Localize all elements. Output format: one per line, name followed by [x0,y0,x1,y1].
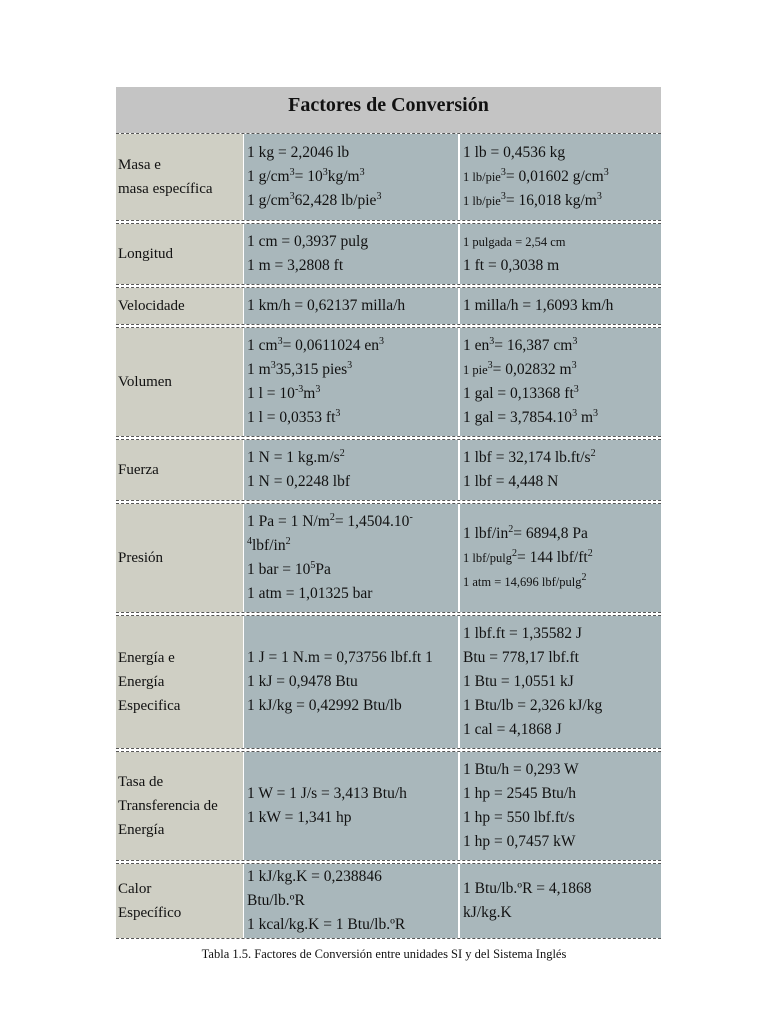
conversion-line: 1 lbf/$in^2= 6894,8$ Pa [463,523,588,542]
table-caption: Tabla 1.5. Factores de Conversión entre unidades SI y del Sistema Inglés [201,947,567,961]
conversion-line: 1 $g/cm^3= 10^3kg/m^3$ [247,166,365,185]
table-row [116,751,661,861]
conversion-line: 1 W = 1 J/s = 3,413 Btu/h [247,785,407,802]
conversion-line: 1 $m^335,315$ pies$^3$ [247,359,353,378]
conversion-line: 1 gal = $3,7854.10^3$ $m^3$ [463,407,598,426]
row-label-line: Tasa de [118,774,164,790]
conversion-line: 1 cal = 4,1868 J [463,721,562,738]
conversion-line: 1 gal = 0,13368 $ft^3$ [463,383,579,402]
conversion-line: 1 N = 1 $kg.m/s^2$ [247,447,345,466]
row-label [116,288,244,324]
conversion-line: 1 $en^3= 16,387$ $cm^3$ [463,335,578,354]
si-cell [244,288,460,324]
table-row [116,223,661,285]
conversion-line: 1 $l = 10^{-3}m^3$ [247,383,321,402]
english-cell [460,440,661,500]
si-cell [244,864,460,938]
conversion-line: 1 ft = 0,3038 m [463,257,560,274]
row-label [116,328,244,436]
conversion-line: Btu/lb.ºR [247,892,305,909]
conversion-line: 1 bar = $10^5Pa$ [247,559,331,578]
conversion-line: 1 lb = 0,4536 kg [463,144,566,161]
row-label-line: Energía [118,822,165,838]
row-label-line: Presión [118,550,163,566]
row-label-line: Masa e [118,157,161,173]
conversion-line: 1 atm = 1,01325 bar [247,585,373,602]
si-cell [244,224,460,284]
conversion-line: 1 $cm^3= 0,0611024$ $en^3$ [247,335,384,354]
conversion-line: 1 Btu/h = 0,293 W [463,761,579,778]
conversion-line: 1 kg = 2,2046 lb [247,144,350,161]
conversion-line: 1 m = 3,2808 ft [247,257,344,274]
conversion-line: 1 hp = 2545 Btu/h [463,785,576,802]
conversion-line: 1 pie$^3$= 0,02832 $m^3$ [463,359,577,378]
si-cell [244,616,460,748]
si-cell [244,504,460,612]
conversion-line: 1 Btu/lb = 2,326 kJ/kg [463,697,603,714]
conversion-line: 1 Btu = 1,0551 kJ [463,673,574,690]
conversion-table [116,87,661,939]
english-cell [460,864,661,938]
row-label-line: masa específica [118,181,213,197]
conversion-line: 1 lbf = 4,448 N [463,473,559,490]
conversion-line: 1 lb/pie$^3$= 0,01602 $g/cm^3$ [463,166,609,185]
row-label-line: Energía e [118,650,175,666]
conversion-line: 1 lbf.ft = 1,35582 J [463,625,582,642]
english-cell [460,224,661,284]
conversion-line: 1 hp = 550 lbf.ft/s [463,809,575,826]
conversion-line: 1 kJ/kg.K = 0,238846 [247,868,382,885]
table-title: Factores de Conversión [116,87,661,133]
table-row [116,863,661,939]
row-label [116,504,244,612]
table-body [116,133,661,939]
row-label-line: Especifica [118,698,181,714]
si-cell [244,328,460,436]
si-cell [244,134,460,220]
row-label-line: Energía [118,674,165,690]
conversion-line: 1 $g/cm^362,428$ lb/pie$^3$ [247,190,382,209]
english-cell [460,752,661,860]
english-cell [460,616,661,748]
conversion-line: 1 milla/h = 1,6093 km/h [463,297,614,314]
conversion-line: 1 pulgada = 2,54 cm [463,235,566,249]
conversion-line: $^4lbf/in^2$ [247,535,291,554]
conversion-line: 1 lbf = 32,174 $lb.ft/s^2$ [463,447,596,466]
si-cell [244,752,460,860]
conversion-line: 1 kJ/kg = 0,42992 Btu/lb [247,697,402,714]
english-cell [460,288,661,324]
row-label-line: Velocidade [118,298,185,314]
conversion-line: 1 Pa = 1 $N/m^2= 1,4504.10^-$ [247,511,413,530]
table-row [116,615,661,749]
conversion-line: 1 J = 1 N.m = 0,73756 lbf.ft 1 [247,649,433,666]
conversion-line: 1 lbf/pulg$^2$= 144 lbf/$ft^2$ [463,547,593,566]
row-label [116,440,244,500]
conversion-line: 1 Btu/lb.ºR = 4,1868 [463,880,592,897]
row-label-line: Longitud [118,246,173,262]
table-row [116,287,661,325]
row-label-line: Fuerza [118,462,159,478]
table-row [116,439,661,501]
row-label [116,616,244,748]
conversion-line: 1 cm = 0,3937 pulg [247,233,369,250]
english-cell [460,504,661,612]
row-label-line: Transferencia de [118,798,218,814]
table-row [116,327,661,437]
table-row [116,503,661,613]
row-label [116,752,244,860]
row-label [116,864,244,938]
row-label [116,134,244,220]
conversion-line: 1 atm = 14,696 lbf/pulg$^2$ [463,571,587,589]
conversion-line: 1 kW = 1,341 hp [247,809,352,826]
row-label-line: Volumen [118,374,172,390]
conversion-line: 1 kJ = 0,9478 Btu [247,673,358,690]
english-cell [460,328,661,436]
row-label-line: Específico [118,905,182,921]
conversion-line: 1 l = 0,0353 $ft^3$ [247,407,341,426]
table-row [116,133,661,221]
row-label-line: Calor [118,881,152,897]
conversion-line: kJ/kg.K [463,904,512,921]
conversion-line: 1 kcal/kg.K = 1 Btu/lb.ºR [247,916,406,933]
conversion-line: 1 lb/pie$^3$= 16,018 $kg/m^3$ [463,190,602,209]
conversion-line: 1 hp = 0,7457 kW [463,833,576,850]
conversion-line: 1 km/h = 0,62137 milla/h [247,297,406,314]
conversion-line: Btu = 778,17 lbf.ft [463,649,579,666]
si-cell [244,440,460,500]
conversion-line: 1 N = 0,2248 lbf [247,473,351,490]
row-label [116,224,244,284]
english-cell [460,134,661,220]
